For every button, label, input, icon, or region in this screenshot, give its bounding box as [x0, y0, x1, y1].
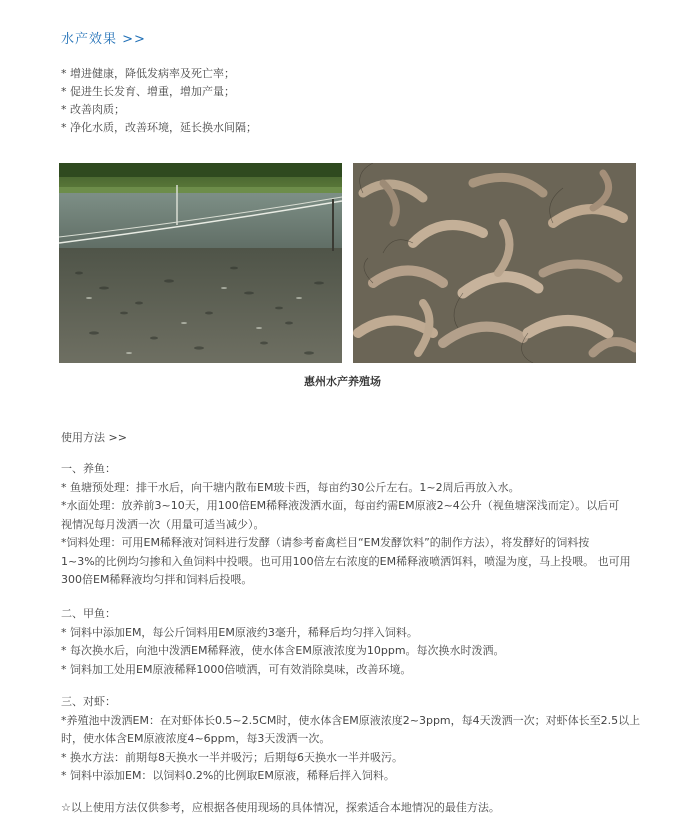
- fish-line: * 鱼塘预处理：排干水后，向干塘内散布EM玻卡西，每亩约30公斤左右。1~2周后再放入水。: [61, 480, 520, 494]
- shrimp-section: [61, 693, 641, 786]
- turtle-section: [61, 605, 641, 679]
- fish-line: *水面处理：放养前3~10天，用100倍EM稀释液泼洒水面，每亩约需EM原液2~4公升（视鱼塘深浅而定）。以后可: [61, 499, 620, 512]
- shrimp-photo: [353, 163, 636, 363]
- fish-line: 视情况每月泼洒一次（用量可适当减少）。: [61, 517, 265, 531]
- shrimp-line: *养殖池中泼洒EM：在对虾体长0.5~2.5CM时，使水体含EM原液浓度2~3ppm，每4天泼洒一次；对虾体长至2.5以上: [61, 713, 641, 727]
- turtle-heading: 二、甲鱼：: [61, 607, 116, 620]
- benefit-item: * 净化水质，改善环境，延长换水间隔；: [61, 121, 257, 134]
- shrimp-line: 时，使水体含EM原液浓度4~6ppm，每3天泼洒一次。: [61, 732, 331, 745]
- benefit-item: * 促进生长发育、增重，增加产量；: [61, 85, 235, 98]
- fish-line: 1~3%的比例均匀掺和入鱼饲料中投喂。也可用100倍左右浓度的EM稀释液喷洒饵料，喷湿为度，马上投喂。 也可用: [61, 554, 631, 568]
- turtle-line: * 饲料中添加EM，每公斤饲料用EM原液约3毫升，稀释后均匀拌入饲料。: [61, 625, 418, 639]
- disclaimer-note: ☆以上使用方法仅供参考，应根据各使用现场的具体情况，探索适合本地情况的最佳方法。: [61, 801, 500, 814]
- fish-line: *饲料处理：可用EM稀释液对饲料进行发酵（请参考畜禽栏目“EM发酵饮料”的制作方法），将发酵好的饲料按: [61, 536, 590, 549]
- shrimp-line: * 换水方法：前期每8天换水一半并吸污；后期每6天换水一半并吸污。: [61, 750, 403, 764]
- turtle-line: * 每次换水后，向池中泼洒EM稀释液，使水体含EM原液浓度为10ppm。每次换水时泼洒。: [61, 644, 505, 657]
- usage-title: 使用方法 >>: [61, 431, 127, 444]
- turtle-line: * 饲料加工处用EM原液稀释1000倍喷洒，可有效消除臭味，改善环境。: [61, 662, 412, 676]
- fish-line: 300倍EM稀释液均匀拌和饲料后投喂。: [61, 573, 253, 586]
- benefit-item: * 增进健康，降低发病率及死亡率；: [61, 67, 235, 80]
- section-title: 水产效果 >>: [61, 32, 146, 47]
- fish-heading: 一、养鱼：: [61, 462, 116, 475]
- shrimp-heading: 三、对虾：: [61, 695, 116, 708]
- fish-pond-photo: [59, 163, 342, 363]
- fish-section: [61, 460, 641, 590]
- photo-caption: 惠州水产养殖场: [304, 375, 381, 388]
- benefit-item: * 改善肉质；: [61, 103, 125, 116]
- shrimp-line: * 饲料中添加EM：以饲料0.2%的比例取EM原液，稀释后拌入饲料。: [61, 769, 395, 782]
- benefit-list: [61, 65, 257, 137]
